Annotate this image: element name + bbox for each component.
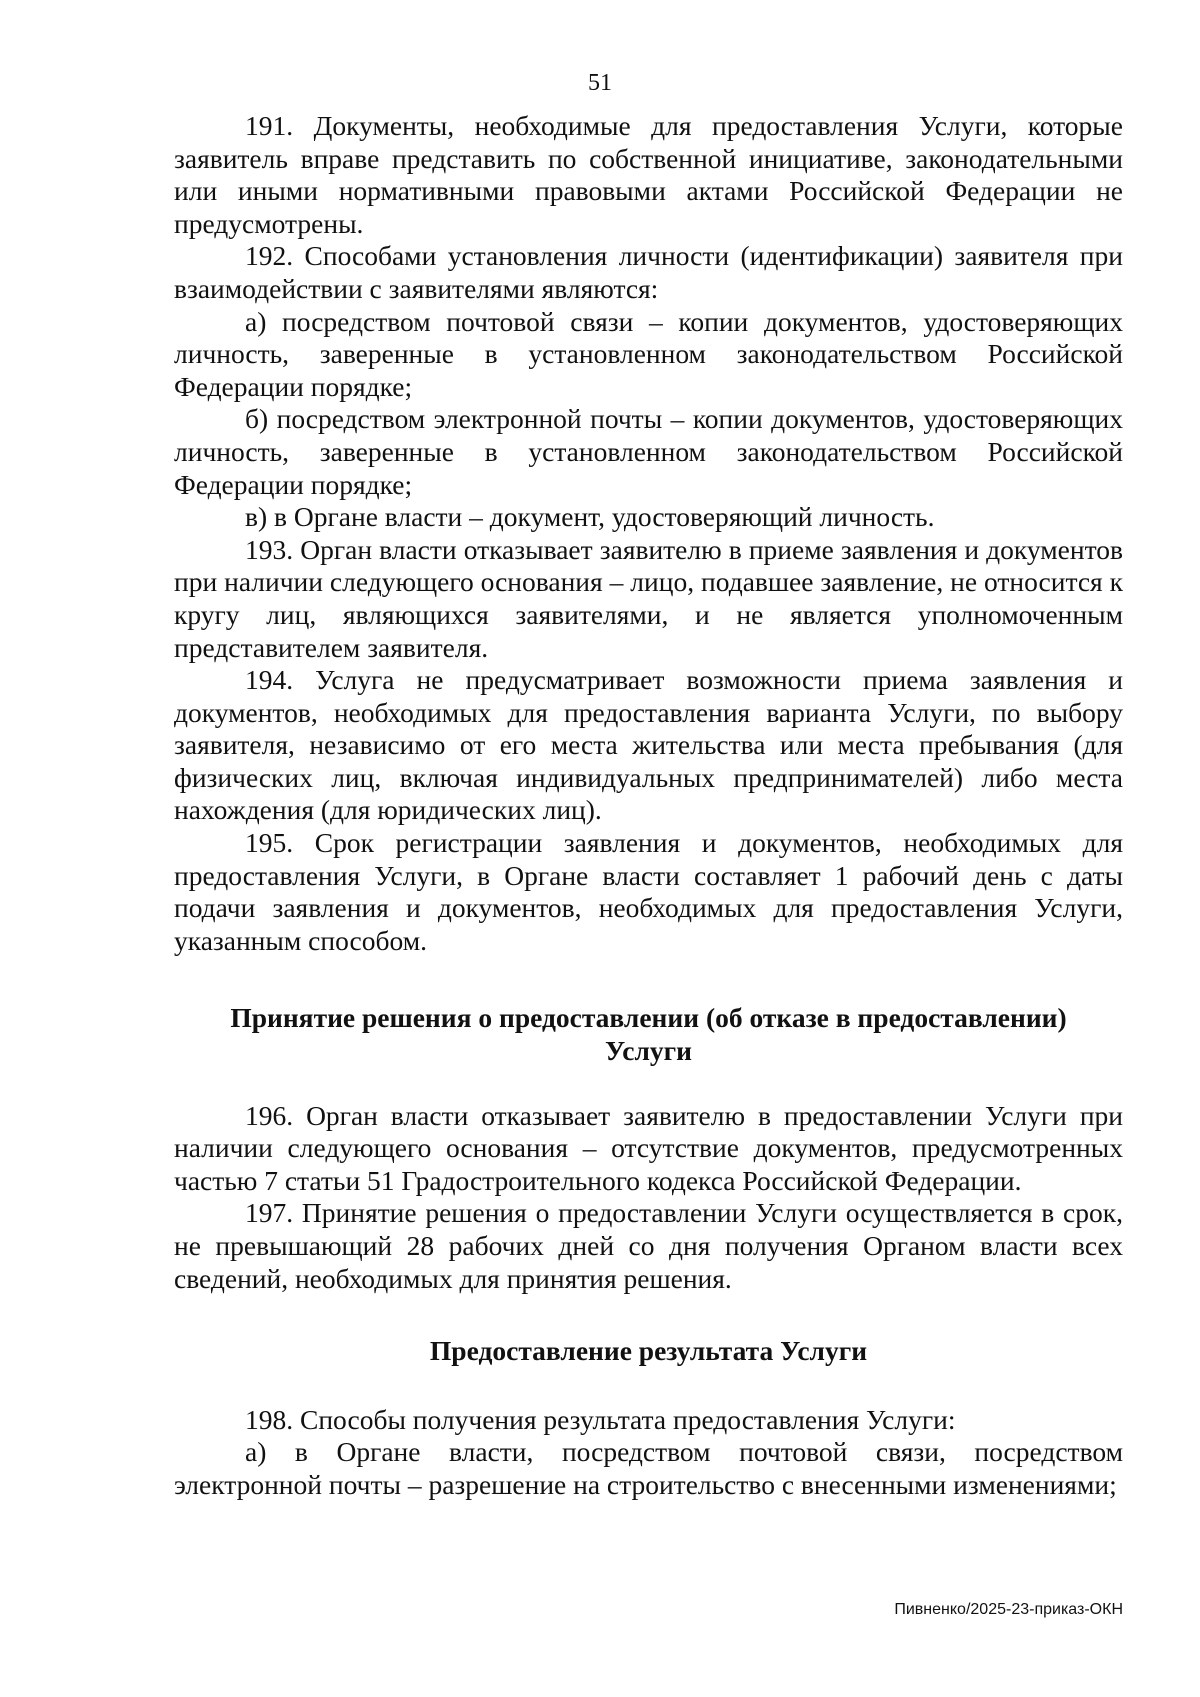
section-heading-decision-line2: Услуги bbox=[605, 1035, 692, 1067]
paragraph-192-c: в) в Органе власти – документ, удостоверяющий личность. bbox=[245, 501, 935, 533]
paragraph-192-b: б) посредством электронной почты – копии документов, удостоверяющих личность, заверенные в установленном законодательством Российской Федерации порядке; bbox=[174, 403, 1123, 500]
paragraph-197: 197. Принятие решения о предоставлении Услуги осуществляется в срок, не превышающий 28 рабочих дней со дня получения Органом власти всех сведений, необходимых для принятия решения. bbox=[174, 1197, 1123, 1294]
paragraph-192: 192. Способами установления личности (идентификации) заявителя при взаимодействии с заявителями являются: bbox=[174, 240, 1123, 304]
paragraph-192-a: а) посредством почтовой связи – копии документов, удостоверяющих личность, заверенные в установленном законодательством Российской Федерации порядке; bbox=[174, 305, 1123, 402]
section-heading-decision bbox=[174, 1002, 1123, 1067]
page-number: 51 bbox=[588, 70, 612, 96]
document-footer-reference: Пивненко/2025-23-приказ-ОКН bbox=[894, 1601, 1123, 1618]
section-heading-result: Предоставление результата Услуги bbox=[429, 1335, 868, 1367]
section-heading-decision-line1: Принятие решения о предоставлении (об отказе в предоставлении) bbox=[230, 1002, 1067, 1034]
paragraph-191: 191. Документы, необходимые для предоставления Услуги, которые заявитель вправе представить по собственной инициативе, законодательными или иными нормативными правовыми актами Российской Федерации не предусмотрены. bbox=[174, 110, 1123, 239]
document-body bbox=[174, 110, 1123, 1502]
paragraph-198: 198. Способы получения результата предоставления Услуги: bbox=[245, 1403, 956, 1435]
paragraph-198-a: а) в Органе власти, посредством почтовой связи, посредством электронной почты – разрешение на строительство с внесенными изменениями; bbox=[174, 1436, 1123, 1500]
paragraph-195: 195. Срок регистрации заявления и документов, необходимых для предоставления Услуги, в Органе власти составляет 1 рабочий день с даты подачи заявления и документов, необходимых для предоставления Услуги, указанным способом. bbox=[174, 827, 1123, 956]
paragraph-193: 193. Орган власти отказывает заявителю в приеме заявления и документов при наличии следующего основания – лицо, подавшее заявление, не относится к кругу лиц, являющихся заявителями, и не является уполномоченным представителем заявителя. bbox=[174, 533, 1123, 663]
paragraph-194: 194. Услуга не предусматривает возможности приема заявления и документов, необходимых для предоставления варианта Услуги, по выбору заявителя, независимо от его места жительства или места пребывания (для физических лиц, включая индивидуальных предпринимателей) либо места нахождения (для юридических лиц). bbox=[174, 664, 1123, 826]
paragraph-196: 196. Орган власти отказывает заявителю в предоставлении Услуги при наличии следующего основания – отсутствие документов, предусмотренных частью 7 статьи 51 Градостроительного кодекса Российской Федерации. bbox=[174, 1099, 1123, 1196]
